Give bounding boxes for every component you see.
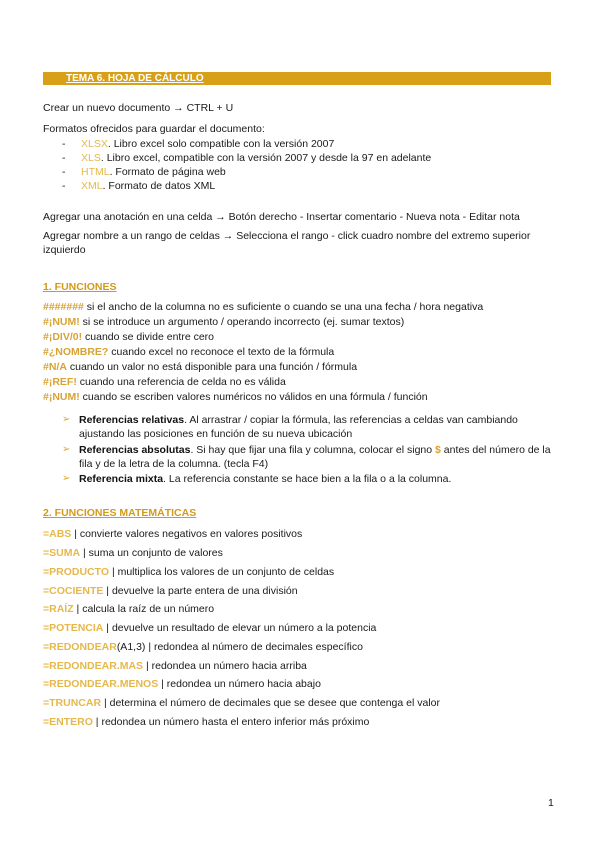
function-line: =POTENCIA | devuelve un resultado de elevar un número a la potencia (43, 622, 377, 634)
error-line: #¡NUM! cuando se escriben valores numéricos no válidos en una fórmula / función (43, 391, 428, 403)
function-line: =REDONDEAR(A1,3) | redondea al número de decimales específico (43, 641, 363, 653)
page-number: 1 (548, 797, 554, 809)
error-code: #¡REF! (43, 376, 77, 388)
function-line: =PRODUCTO | multiplica los valores de un conjunto de celdas (43, 566, 335, 578)
format-item: - XML. Formato de datos XML (62, 180, 216, 192)
error-code: #¡DIV/0! (43, 331, 83, 343)
function-name: =TRUNCAR (43, 697, 102, 709)
function-name: =ENTERO (43, 716, 93, 728)
section-1-heading: 1. FUNCIONES (43, 281, 117, 293)
function-name: =ABS (43, 528, 72, 540)
dollar-sign: $ (435, 444, 441, 456)
error-line: #¡REF! cuando una referencia de celda no es válida (43, 376, 286, 388)
reference-item: ➢ Referencia mixta. La referencia constante se hace bien a la fila o a la columna. (62, 473, 452, 485)
reference-item: ➢ Referencias absolutas. Si hay que fijar una fila y columna, colocar el signo $ antes del número de la fila y de la letra de la columna. (tecla F4) (62, 444, 551, 470)
function-line: =SUMA | suma un conjunto de valores (43, 547, 223, 559)
function-line: =ABS | convierte valores negativos en valores positivos (43, 528, 303, 540)
function-name: =SUMA (43, 547, 81, 559)
error-code: #¿NOMBRE? (43, 346, 109, 358)
format-name: HTML (81, 166, 110, 178)
function-line: =COCIENTE | devuelve la parte entera de una división (43, 585, 298, 597)
new-document-line: Crear un nuevo documento → CTRL + U (43, 102, 234, 114)
error-line: #¡DIV/0! cuando se divide entre cero (43, 331, 215, 343)
error-line: ####### si el ancho de la columna no es suficiente o cuando se una una fecha / hora negativa (43, 301, 484, 313)
formats-heading: Formatos ofrecidos para guardar el documento: (43, 123, 265, 135)
arrow-bullet-icon: ➢ (62, 444, 71, 455)
format-name: XLS (81, 152, 101, 164)
function-line: =RAÍZ | calcula la raíz de un número (43, 603, 215, 615)
format-name: XML (81, 180, 103, 192)
range-name-line: Agregar nombre a un rango de celdas → Selecciona el rango - click cuadro nombre del extremo superior izquierdo (43, 230, 531, 256)
arrow-bullet-icon: ➢ (62, 414, 71, 425)
reference-item: ➢ Referencias relativas. Al arrastrar / copiar la fórmula, las referencias a celdas van cambiando ajustando las posiciones en función de su nueva ubicación (62, 414, 518, 440)
function-line: =ENTERO | redondea un número hasta el entero inferior más próximo (43, 716, 370, 728)
error-code: ####### (43, 301, 84, 313)
error-line: #¿NOMBRE? cuando excel no reconoce el texto de la fórmula (43, 346, 335, 358)
page-title: TEMA 6. HOJA DE CÁLCULO (66, 73, 204, 84)
error-code: #¡NUM! (43, 391, 80, 403)
error-code: #N/A (43, 361, 67, 373)
format-item: - XLS. Libro excel, compatible con la versión 2007 y desde la 97 en adelante (62, 152, 432, 164)
function-name: =PRODUCTO (43, 566, 110, 578)
error-line: #¡NUM! si se introduce un argumento / operando incorrecto (ej. sumar textos) (43, 316, 405, 328)
function-name: =REDONDEAR (43, 641, 117, 653)
error-code: #¡NUM! (43, 316, 80, 328)
function-name: =REDONDEAR.MAS (43, 660, 144, 672)
format-name: XLSX (81, 138, 108, 150)
format-item: - XLSX. Libro excel solo compatible con la versión 2007 (62, 138, 335, 150)
error-line: #N/A cuando un valor no está disponible para una función / fórmula (43, 361, 358, 373)
function-name: =REDONDEAR.MENOS (43, 678, 159, 690)
function-line: =TRUNCAR | determina el número de decimales que se desee que contenga el valor (43, 697, 440, 709)
function-line: =REDONDEAR.MENOS | redondea un número hacia abajo (43, 678, 321, 690)
arrow-bullet-icon: ➢ (62, 473, 71, 484)
section-2-heading: 2. FUNCIONES MATEMÁTICAS (43, 507, 197, 519)
function-name: =POTENCIA (43, 622, 104, 634)
annotation-line: Agregar una anotación en una celda → Botón derecho - Insertar comentario - Nueva nota - Editar nota (43, 211, 520, 223)
function-name: =COCIENTE (43, 585, 104, 597)
format-item: - HTML. Formato de página web (62, 166, 226, 178)
function-line: =REDONDEAR.MAS | redondea un número hacia arriba (43, 660, 307, 672)
function-name: =RAÍZ (43, 603, 74, 615)
